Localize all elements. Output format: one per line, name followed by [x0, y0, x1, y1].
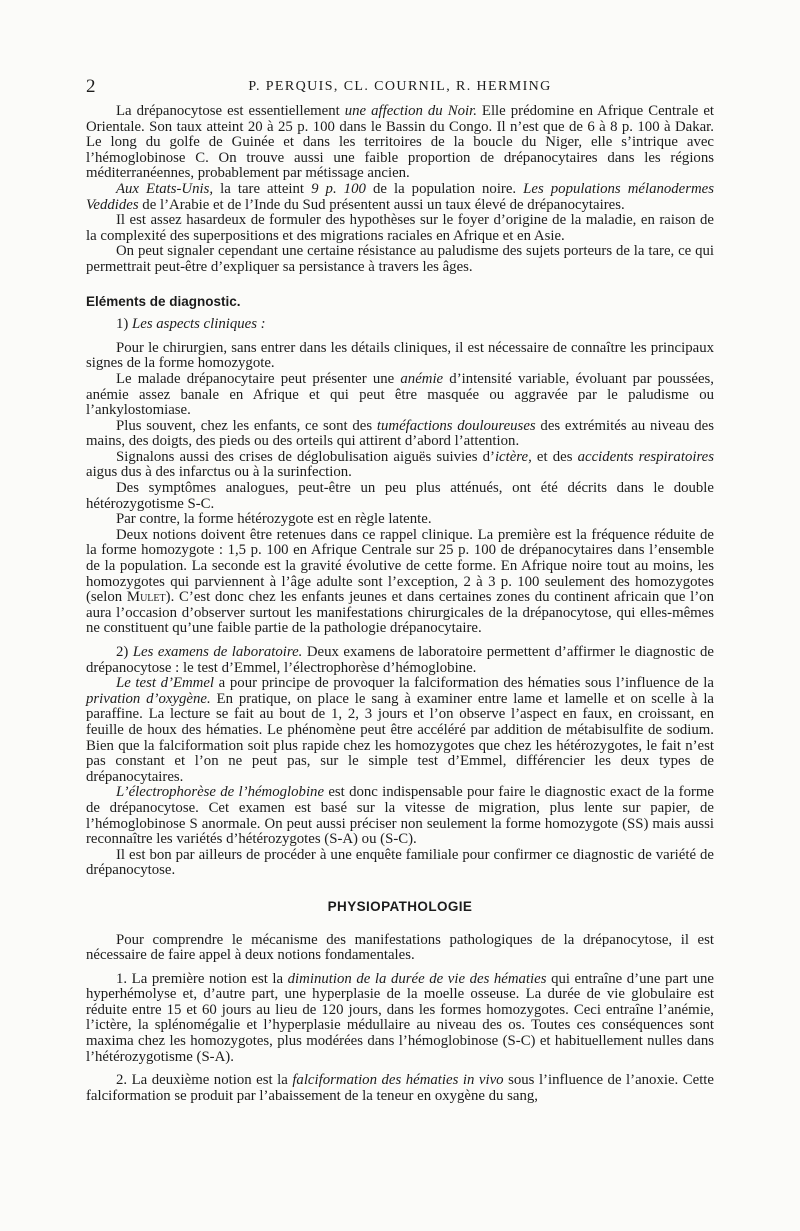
- subsection-heading-clinical: [86, 317, 714, 333]
- text-run: La drépanocytose est essentiellement: [116, 103, 345, 119]
- paragraph-electrophoresis: [86, 785, 714, 847]
- paragraph-two-notions: [86, 528, 714, 637]
- italic-phrase: 9 p. 100: [311, 180, 366, 197]
- italic-phrase: privation d’oxygène.: [86, 690, 211, 707]
- page-number: 2: [86, 76, 96, 97]
- text-run: En pratique, on place le sang à examiner entre lame et lamelle et on scelle à la paraffine. La lecture se fait au bout de 1, 2, 3 jours et l’on observe l’aspect en faux, en croissant, en feuille de houx des hématies. Le phénomène peut être accéléré par addition de métabisulfite de sodium. Bien que la falciformation soit plus rapide chez les homozygotes que chez les hétérozygotes, le fait n’est pas constant et l’on ne peut pas, sur le simple test d’Emmel, différencier les deux types de drépanocytaires.: [86, 690, 714, 785]
- text-run: des extrémités au niveau des mains, des doigts, des pieds ou des orteils qui attirent d’abord l’attention.: [86, 417, 714, 450]
- running-header: [86, 76, 714, 98]
- subsection-number: 2): [116, 644, 133, 660]
- italic-phrase: Les populations mélanodermes Veddides: [86, 180, 714, 213]
- paragraph-swelling: [86, 419, 714, 450]
- author-name: Mulet: [126, 589, 166, 606]
- italic-phrase: ictère,: [494, 448, 532, 465]
- italic-phrase: une affection du Noir.: [344, 103, 477, 119]
- text-run: et des: [531, 448, 578, 465]
- paragraph-crises: [86, 450, 714, 481]
- paragraph-origin: Il est assez hasardeux de formuler des hypothèses sur le foyer d’origine de la maladie, en raison de la complexité des superpositions et des migrations raciales en Afrique et en Asie.: [86, 212, 714, 244]
- text-run: 1. La première notion est la: [116, 970, 288, 987]
- text-run: a pour principe de provoquer la falciformation des hématies sous l’influence de la: [214, 675, 714, 692]
- paragraph-notion-2: [86, 1073, 714, 1104]
- text-run: aigus dus à des infarctus ou à la surinfection.: [86, 464, 352, 481]
- running-header-authors: P. PERQUIS, CL. COURNIL, R. HERMING: [248, 79, 552, 94]
- text-run: Deux notions doivent être retenues dans ce rappel clinique. La première est la fréquence réduite de la forme homozygote : 1,5 p. 100 en Afrique Centrale sur 25 p. 100 de drépanocytaires dans l’ensemble de la population. La seconde est la gravité évolutive de cette forme. En Afrique noire tout au moins, les homozygotes qui parviennent à l’âge adulte sont l’exception, 2 à 3 p. 100 seulement des homozygotes (selon: [86, 526, 714, 606]
- subsection-number: 1): [116, 316, 133, 333]
- text-run: ). C’est donc chez les enfants jeunes et dans certaines zones du continent africain que l’on aura l’occasion d’observer surtout les manifestations chirurgicales de la drépanocytose, qui elles-mêmes ne constituent qu’une faible partie de la pathologie drépanocytaire.: [86, 589, 714, 637]
- section-heading-diagnostic: Eléments de diagnostic.: [86, 293, 241, 309]
- italic-phrase: Les examens de laboratoire.: [132, 644, 303, 660]
- italic-phrase: Les aspects cliniques :: [132, 316, 266, 333]
- italic-phrase: Aux Etats-Unis,: [116, 180, 214, 197]
- paragraph-anemia: [86, 372, 714, 419]
- text-run: Signalons aussi des crises de déglobulisation aiguës suivies d’: [116, 448, 495, 465]
- paragraph-laboratory: [86, 645, 714, 676]
- text-run: d’intensité variable, évoluant par poussées, anémie assez banale en Afrique et qui peut être masquée ou aggravée par le paludisme ou l’ankylostomiase.: [86, 370, 714, 419]
- paragraph-malaria: On peut signaler cependant une certaine résistance au paludisme des sujets porteurs de la tare, ce qui permettrait peut-être d’expliquer sa persistance à travers les âges.: [86, 243, 714, 275]
- italic-phrase: L’électrophorèse de l’hémoglobine: [116, 784, 325, 801]
- italic-phrase: tuméfactions douloureuses: [376, 417, 536, 434]
- text-run: est donc indispensable pour faire le diagnostic exact de la forme de drépanocytose. Cet examen est basé sur la vitesse de migration, plus lente sur papier, de l’hémoglobinose S anormale. On peut aussi préciser non seulement la forme homozygote (SS) mais aussi reconnaître les variétés d’hétérozygotes (S-A) ou (S-C).: [86, 784, 714, 848]
- article-body: [86, 104, 714, 1104]
- italic-phrase: falciformation des hématies in vivo: [292, 1072, 504, 1089]
- text-run: qui entraîne d’une part une hyperhémolyse et, d’autre part, une hyperplasie de la moelle osseuse. La durée de vie globulaire est réduite entre 15 et 60 jours au lieu de 120 jours, dans les formes homozygotes. Ceci entraîne l’anémie, l’ictère, la splénomégalie et l’hyperplasie médullaire au niveau des os. Toutes ces conséquences sont maxima chez les homozygotes, plus modérées dans l’hémoglobinose (S-C) et habituellement nulles dans l’hétérozygotisme (S-A).: [86, 970, 714, 1065]
- text-run: 2. La deuxième notion est la: [116, 1072, 293, 1089]
- paragraph-physio-intro: Pour comprendre le mécanisme des manifestations pathologiques de la drépanocytose, il est nécessaire de faire appel à deux notions fondamentales.: [86, 931, 714, 964]
- paragraph-notion-1: [86, 972, 714, 1066]
- italic-phrase: Le test d’Emmel: [116, 675, 215, 692]
- italic-phrase: diminution de la durée de vie des hématies: [287, 970, 547, 987]
- paragraph-sc: Des symptômes analogues, peut-être un peu plus atténués, ont été décrits dans le double hétérozygotisme S-C.: [86, 480, 714, 512]
- text-run: de l’Arabie et de l’Inde du Sud présentent aussi un taux élevé de drépanocytaires.: [138, 196, 625, 213]
- paragraph-emmel: [86, 676, 714, 785]
- italic-phrase: accidents respiratoires: [577, 448, 714, 465]
- text-run: sous l’influence de l’anoxie. Cette falciformation se produit par l’abaissement de la teneur en oxygène du sang,: [86, 1072, 714, 1104]
- text-run: Deux examens de laboratoire permettent d’affirmer le diagnostic de drépanocytose : le test d’Emmel, l’électrophorèse d’hémoglobine.: [86, 644, 714, 676]
- text-run: Le malade drépanocytaire peut présenter une: [116, 370, 401, 387]
- paragraph-clinical-intro: Pour le chirurgien, sans entrer dans les détails cliniques, il est nécessaire de connaître les principaux signes de la forme homozygote.: [86, 339, 714, 372]
- italic-phrase: anémie: [400, 370, 444, 387]
- text-run: Plus souvent, chez les enfants, ce sont des: [116, 417, 377, 434]
- text-run: de la population noire.: [365, 180, 524, 197]
- text-run: la tare atteint: [213, 180, 312, 197]
- text-run: Elle prédomine en Afrique Centrale et Orientale. Son taux atteint 20 à 25 p. 100 dans le Bassin du Congo. Il n’est que de 6 à 8 p. 100 à Dakar. Le long du golfe de Guinée et dans les territoires de la boucle du Niger, elle s’intrique avec l’hémoglobinose C. On trouve aussi une faible proportion de drépanocytaires dans les régions méditerranéennes, probablement par métissage ancien.: [86, 103, 715, 182]
- paragraph-distribution: [86, 104, 714, 182]
- paragraph-usa: [86, 182, 714, 213]
- paragraph-family-survey: Il est bon par ailleurs de procéder à une enquête familiale pour confirmer ce diagnostic de variété de drépanocytose.: [86, 846, 714, 879]
- paragraph-heterozygote: Par contre, la forme hétérozygote est en règle latente.: [116, 511, 432, 528]
- section-heading-physiopathology: PHYSIOPATHOLOGIE: [327, 898, 473, 914]
